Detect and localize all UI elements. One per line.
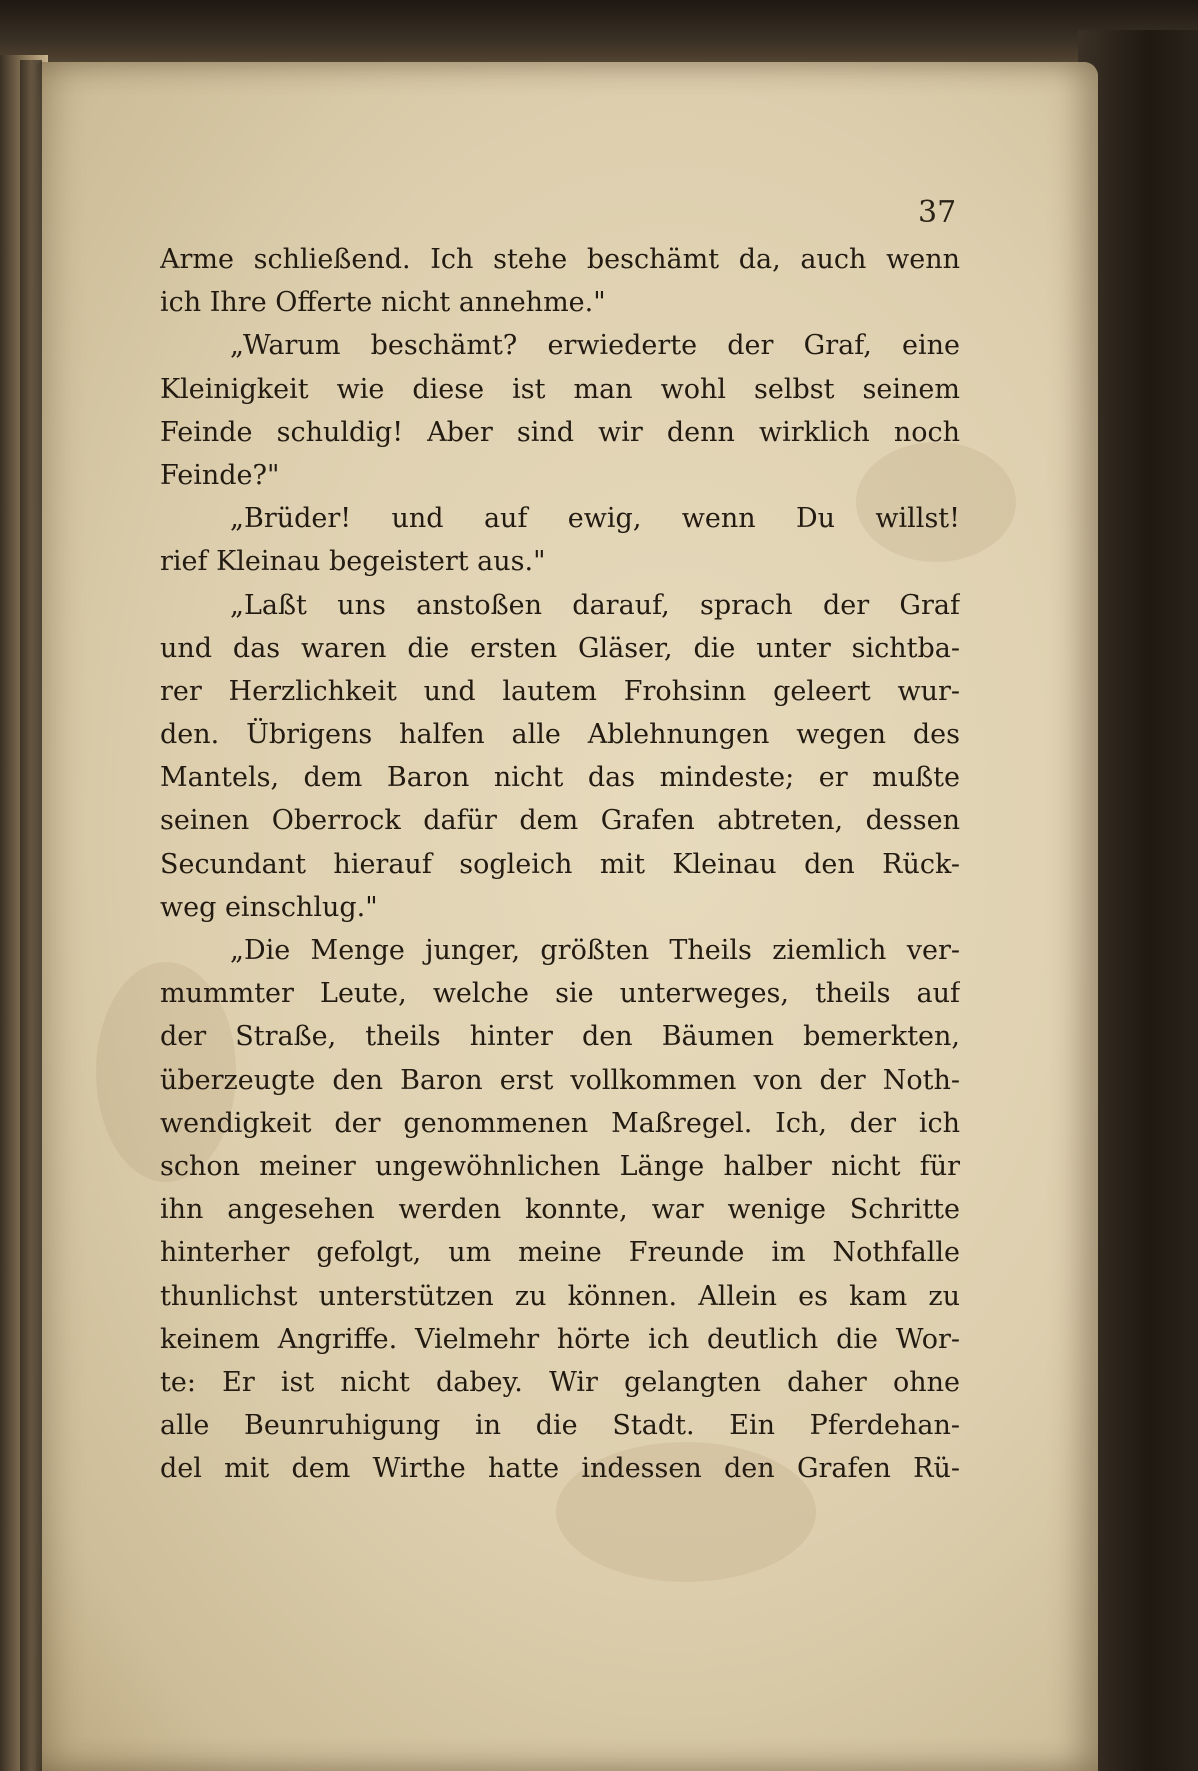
text-line: alle Beunruhigung in die Stadt. Ein Pferdehan- (160, 1410, 960, 1442)
text-line: keinem Angriffe. Vielmehr hörte ich deutlich die Wor- (160, 1323, 960, 1355)
text-line: „Brüder! und auf ewig, wenn Du willst! (230, 503, 960, 535)
page-gutter (20, 60, 42, 1771)
body-text (160, 238, 960, 1490)
text-line: rief Kleinau begeistert aus." (160, 546, 546, 578)
text-line: seinen Oberrock dafür dem Grafen abtreten, dessen (160, 805, 960, 837)
text-line: und das waren die ersten Gläser, die unter sichtba- (160, 632, 960, 664)
book-spine-shadow (0, 0, 1198, 70)
text-line: Secundant hierauf sogleich mit Kleinau den Rück- (160, 848, 960, 880)
text-line: ihn angesehen werden konnte, war wenige Schritte (160, 1194, 960, 1226)
text-line: Feinde schuldig! Aber sind wir denn wirklich noch (160, 416, 960, 448)
text-line: ich Ihre Offerte nicht annehme." (160, 287, 606, 319)
text-line: „Die Menge junger, größten Theils ziemlich ver- (230, 935, 960, 966)
text-line: weg einschlug." (160, 891, 378, 923)
text-line: hinterher gefolgt, um meine Freunde im Nothfalle (160, 1237, 960, 1269)
text-line: der Straße, theils hinter den Bäumen bemerkten, (160, 1021, 960, 1053)
text-line: „Laßt uns anstoßen darauf, sprach der Graf (230, 589, 960, 621)
text-line: rer Herzlichkeit und lautem Frohsinn geleert wur- (160, 675, 960, 707)
text-line: wendigkeit der genommenen Maßregel. Ich, der ich (160, 1107, 960, 1139)
text-line: mummter Leute, welche sie unterweges, theils auf (160, 978, 960, 1010)
text-line: te: Er ist nicht dabey. Wir gelangten daher ohne (160, 1366, 960, 1398)
text-line: del mit dem Wirthe hatte indessen den Grafen Rü- (160, 1453, 960, 1485)
text-line: Feinde?" (160, 459, 280, 491)
text-line: Kleinigkeit wie diese ist man wohl selbst seinem (160, 373, 960, 405)
text-line: Mantels, dem Baron nicht das mindeste; er mußte (160, 762, 960, 794)
text-line: „Warum beschämt? erwiederte der Graf, eine (230, 330, 960, 362)
text-line: Arme schließend. Ich stehe beschämt da, auch wenn (160, 244, 960, 275)
text-line: schon meiner ungewöhnlichen Länge halber nicht für (160, 1150, 960, 1182)
page-number: 37 (918, 195, 957, 230)
text-line: den. Übrigens halfen alle Ablehnungen wegen des (160, 719, 960, 751)
text-line: thunlichst unterstützen zu können. Allein es kam zu (160, 1280, 960, 1312)
text-line: überzeugte den Baron erst vollkommen von der Noth- (160, 1064, 960, 1096)
